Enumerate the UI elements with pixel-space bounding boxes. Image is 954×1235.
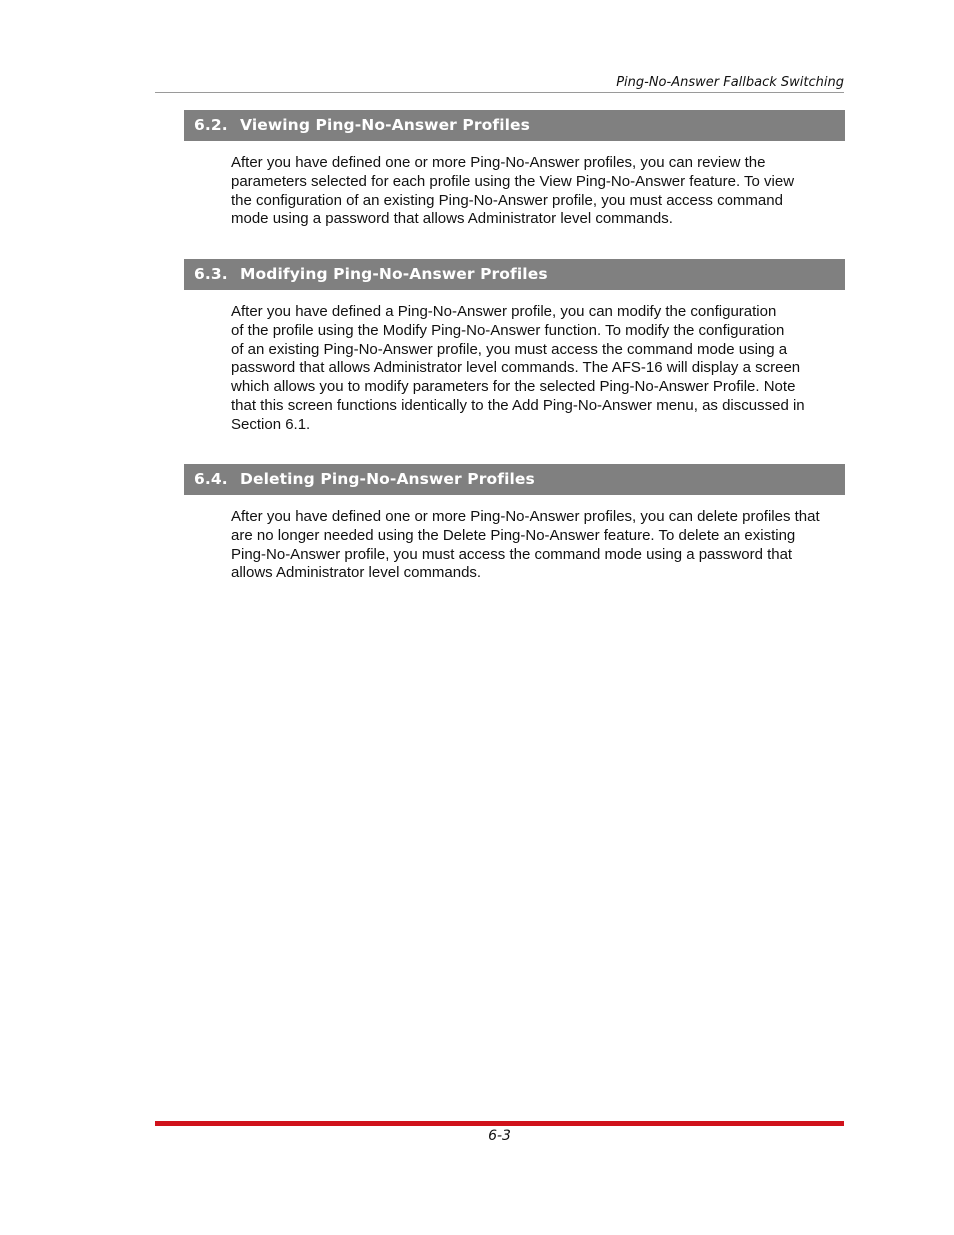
- section-number: 6.4.: [194, 470, 228, 488]
- section-number: 6.3.: [194, 265, 228, 283]
- body-line: After you have defined one or more Ping-No-Answer profiles, you can delete profiles that: [231, 508, 820, 525]
- body-line: are no longer needed using the Delete Ping-No-Answer feature. To delete an existing: [231, 526, 796, 544]
- body-line: of an existing Ping-No-Answer profile, you must access the command mode using a: [231, 340, 788, 358]
- section-heading-6-3: [184, 259, 845, 290]
- body-line: After you have defined one or more Ping-No-Answer profiles, you can review the: [231, 154, 766, 171]
- body-line: which allows you to modify parameters for the selected Ping-No-Answer Profile. Note: [231, 378, 796, 396]
- body-line: parameters selected for each profile using the View Ping-No-Answer feature. To view: [231, 172, 795, 190]
- section-body-6-2: [231, 154, 851, 229]
- section-number: 6.2.: [194, 116, 228, 134]
- page-number: 6-3: [488, 1128, 511, 1144]
- header-rule: [155, 92, 844, 93]
- body-line: password that allows Administrator level commands. The AFS-16 will display a screen: [231, 359, 801, 377]
- section-body-6-3: [231, 303, 851, 435]
- section-title: Deleting Ping-No-Answer Profiles: [240, 470, 535, 488]
- body-line: mode using a password that allows Administrator level commands.: [231, 210, 673, 228]
- body-line: allows Administrator level commands.: [231, 564, 482, 582]
- body-line: After you have defined a Ping-No-Answer profile, you can modify the configuration: [231, 303, 777, 320]
- section-title: Modifying Ping-No-Answer Profiles: [240, 265, 548, 283]
- body-line: Ping-No-Answer profile, you must access the command mode using a password that: [231, 545, 793, 563]
- section-heading-6-4: [184, 464, 845, 495]
- body-line: of the profile using the Modify Ping-No-Answer function. To modify the configuration: [231, 321, 785, 339]
- body-line: Section 6.1.: [231, 415, 311, 433]
- body-line: that this screen functions identically to the Add Ping-No-Answer menu, as discussed in: [231, 396, 805, 414]
- section-body-6-4: [231, 508, 851, 583]
- body-line: the configuration of an existing Ping-No-Answer profile, you must access command: [231, 191, 783, 209]
- section-title: Viewing Ping-No-Answer Profiles: [240, 116, 530, 134]
- running-header: Ping-No-Answer Fallback Switching: [616, 75, 844, 90]
- section-heading-6-2: [184, 110, 845, 141]
